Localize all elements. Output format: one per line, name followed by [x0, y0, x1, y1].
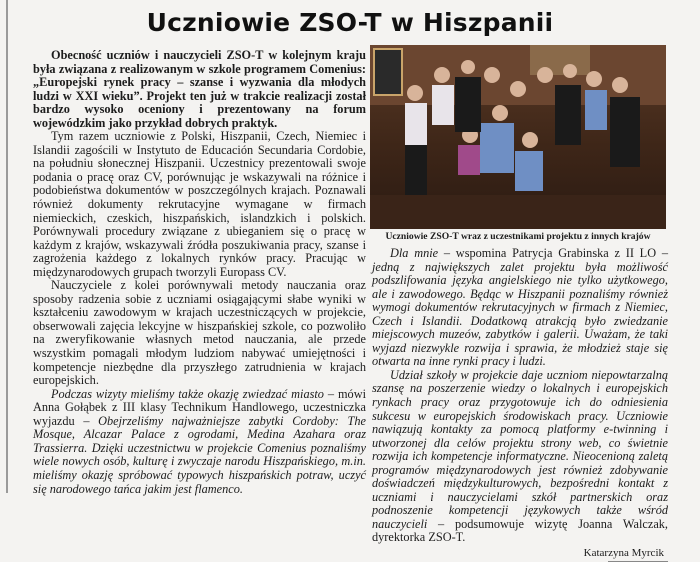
quote-text: jedną z największych zalet projektu była możliwość podszlifowania języka angielskiego nie tylko użytkowego, ale i zawodowego. Będąc w Hiszpanii poznaliśmy również wymogi dokumentów rekrutacyjnych w firmach z Niemiec, Czech i Islandii. Dodatkową atrakcją było zwiedzanie miejscowych muzeów, zabytków i galerii. Uważam, że taki wyjazd niezwykle rozwija i sprawia, że młodzież staje się otwarta na inne rynki pracy i ludzi.	[372, 259, 668, 369]
lead-paragraph: Obecność uczniów i nauczycieli ZSO-T w kolejnym kraju była związana z realizowanym w szkole programem Comenius: „Europejski rynek pracy – szanse i wyzwania dla młodych ludzi w XXI wieku”. Projekt ten już w trakcie realizacji został bardzo wysoko oceniony i prezentowany na forum wojewódzkim jako przykład dobrych praktyk.	[33, 48, 366, 130]
right-column	[372, 247, 668, 562]
paragraph: Nauczyciele z kolei porównywali metody nauczania oraz sposoby radzenia sobie z uczniami osiągającymi słabe wyniki w kształceniu zawodowym w krajach uczestniczących w projekcie, obserwowali zajęcia lekcyjne w hiszpańskiej szkole, co pozwoliło na zweryfikowanie własnych metod nauczania, ale przede wszystkim pomagali młodym ludziom nabywać umiejętności i kompetencje niezbędne dla przyszłego zatrudnienia w krajach europejskich.	[33, 278, 366, 388]
attribution-text: – wspomina Patrycja Grabinska z II LO –	[438, 246, 668, 260]
article-title: Uczniowie ZSO-T w Hiszpanii	[146, 8, 554, 37]
photo-caption: Uczniowie ZSO-T wraz z uczestnikami projektu z innych krajów	[385, 231, 651, 242]
article-author: Katarzyna Myrcik	[583, 547, 664, 560]
attribution-text: – podsumowuje wizytę Joanna Walczak, dyrektorka ZSO-T.	[372, 516, 668, 545]
group-photo	[370, 45, 666, 229]
quote-text: Podczas wizyty mieliśmy także okazję zwiedzać miasto	[51, 386, 324, 401]
quote-paragraph	[372, 247, 668, 369]
quote-text: Dla mnie	[390, 246, 439, 260]
paragraph: Tym razem uczniowie z Polski, Hiszpanii, Czech, Niemiec i Islandii zagościli w Instytuto de Educación Secundaria Cordobie, na południu słonecznej Hiszpanii. Uczestnicy prezentowali swoje podania o pracę oraz CV, porównując je wskazywali na różnice i podobieństwa dokumentów w poszczególnych krajach. Poznawali również dokumenty rekrutacyjne wymagane w firmach niemieckich, czeskich, hiszpańskich, islandzkich i polskich. Porównywali procedury związane z ubieganiem się o pracę w każdym z krajów, wskazywali źródła poszukiwania pracy, szanse i zagrożenia każdego z lokalnych rynków pracy. Pracując w międzynarodowych grupach tworzyli Europass CV.	[33, 129, 366, 279]
page-edge-line	[6, 0, 8, 493]
quote-text: Udział szkoły w projekcie daje uczniom niepowtarzalną szansę na poszerzenie wiedzy o lokalnych i europejskich rynkach pracy oraz przygotowuje ich do odniesienia sukcesu w europejskich środowiskach pracy. Uczniowie nawiązują kontakty za pomocą platformy e-twinning i utworzonej dla celów projektu strony web, co świetnie rozwija ich kompetencje informatyczne. Nieocenioną zaletą programów międzynarodowych jest również zdobywanie doświadczeń międzykulturowych, bezpośredni kontakt z uczniami i nauczycielami szkół partnerskich oraz podnoszenie kompetencji językowych także wśród nauczycieli	[372, 367, 668, 531]
quote-text: Obejrzeliśmy najważniejsze zabytki Cordoby: The Mosque, Alcazar Palace z ogrodami, Medina Azahara oraz Trassierra. Dzięki uczestnictwu w projekcie Comenius poznaliśmy wiele nowych osób, kulturę i zwyczaje narodu Hiszpańskiego, m.in. mieliśmy okazję spróbować typowych hiszpańskich potraw, uczyć się narodowego tańca jakim jest flamenco.	[33, 413, 366, 496]
quote-paragraph	[33, 388, 366, 496]
attribution-text: – mówi Anna Gołąbek z III klasy Technikum Handlowego, uczestniczka wyjazdu –	[33, 386, 366, 428]
quote-paragraph	[372, 369, 668, 545]
left-column	[33, 49, 366, 496]
